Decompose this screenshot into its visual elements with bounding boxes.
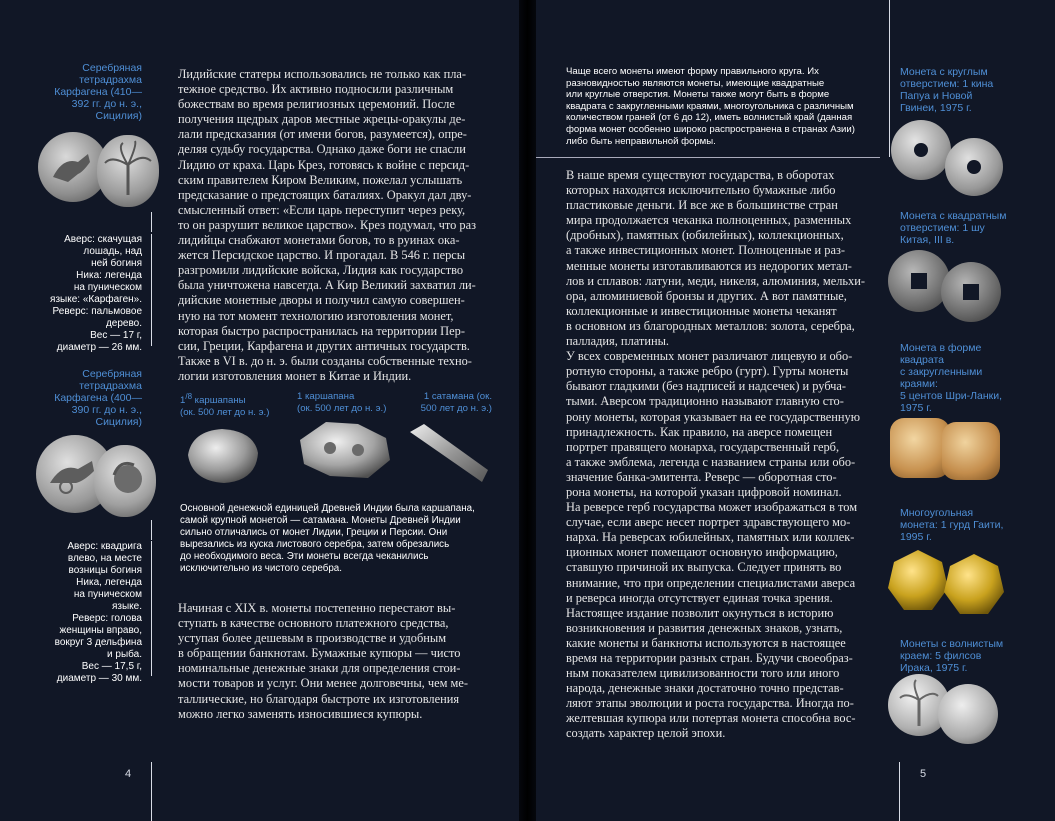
- text-line: Лидию от краха. Царь Крез, готовясь к войне с персид-: [178, 157, 470, 172]
- desc-line: Аверс: скачущая: [64, 234, 142, 245]
- text-line: нарха. На реверсах юбилейных, памятных или коллек-: [566, 530, 855, 545]
- text-line: ным показателем цивилизованности того или иного: [566, 666, 840, 681]
- text-line: можно легко заменять износившиеся купюры.: [178, 706, 423, 721]
- text-line: разгромили лидийские войска, Лидия как государство: [178, 263, 464, 278]
- caption-line: вырезались из куска листового серебра, затем обрезались: [180, 539, 450, 550]
- text-line: Настоящее издание позволит окунуться в историю: [566, 605, 834, 620]
- caption-line: Сицилия): [95, 416, 142, 428]
- text-line: ора, алюминиевой бронзы и других. А вот памятные,: [566, 288, 847, 303]
- caption-line: Папуа и Новой: [900, 90, 973, 102]
- text-line: и реверса иногда отсутствует единая точка зрения.: [566, 590, 833, 605]
- caption-line: 1995 г.: [900, 531, 932, 543]
- page-number: 5: [920, 768, 927, 780]
- desc-line: Вес — 17,5 г,: [81, 661, 142, 672]
- page-number: 4: [125, 768, 132, 780]
- caption-line: квадрата: [900, 354, 944, 366]
- text-line: время на территории разных стран. Будучи своеобраз-: [566, 651, 853, 665]
- desc-line: Ника: легенда: [76, 270, 142, 281]
- caption-line: тетрадрахма: [79, 380, 142, 392]
- india-coin-title: $1^{/8}$ каршапаны: [180, 392, 246, 407]
- text-line: бывают гладкими (без надписей и надсечек) и рубча-: [566, 379, 847, 394]
- heptagon-coins-icon: [886, 548, 1006, 618]
- sidebar-caption-wavy: [900, 638, 1030, 674]
- karshapana-fraction-coin-icon: [182, 425, 262, 487]
- text-line: номинальные денежные знаки для определения стои-: [178, 661, 461, 676]
- text-line: ляют этапы эволюции и роста государства. Иногда по-: [566, 696, 854, 711]
- book-gutter: [519, 0, 536, 821]
- caption-line: форма монет особенно широко распространена в странах Азии): [566, 123, 855, 135]
- caption-line: самой крупной монетой — сатамана. Монеты Древней Индии: [180, 515, 461, 526]
- india-coin-sub: 500 лет до н. э.): [420, 403, 492, 414]
- text-line: возникновения и развития денежных знаков, узнать,: [566, 620, 843, 635]
- main-text-lydia: [178, 67, 490, 384]
- india-coin-sub: (ок. 500 лет до н. э.): [297, 403, 387, 414]
- caption-line: Ирака, 1975 г.: [900, 662, 968, 674]
- text-line: лов и сплавов: латуни, меди, никеля, алюминия, мельхи-: [566, 273, 865, 288]
- caption-line: Монета в форме: [900, 342, 982, 354]
- desc-line: ней богиня: [91, 258, 142, 269]
- text-line: то он разрушит великое царство». Крез подумал, что раз: [178, 217, 477, 232]
- text-line: коллекционные и инвестиционные монеты чеканят: [566, 303, 837, 318]
- caption-line: Карфагена (400—: [54, 392, 142, 404]
- text-line: тежное средство. Их активно подносили различным: [178, 82, 454, 97]
- caption-line: Чаще всего монеты имеют форму правильного круга. Их: [566, 66, 819, 77]
- desc-line: на пуническом: [73, 589, 142, 600]
- text-line: лали предсказания (от имени богов, разумеется), опре-: [178, 127, 467, 142]
- caption-line: Серебряная: [82, 368, 142, 380]
- caption-line: Серебряная: [82, 62, 142, 74]
- coin-shapes-intro: [566, 66, 886, 147]
- caption-line: Монеты с волнистым: [900, 638, 1004, 650]
- text-line: Начиная с XIX в. монеты постепенно перестают вы-: [178, 601, 456, 615]
- caption-line: тетрадрахма: [79, 74, 142, 86]
- caption-line: исключительно из чистого серебра.: [180, 563, 342, 574]
- text-line: создать характер целой эпохи.: [566, 726, 726, 741]
- caption-line: краем: 5 филсов: [900, 650, 982, 662]
- sidebar-caption-holed-square: [900, 210, 1030, 246]
- woman-head-icon: [94, 445, 156, 517]
- desc-line: вокруг 3 дельфина: [54, 637, 142, 648]
- text-line: случае, если аверс несет портрет здравствующего мо-: [566, 515, 851, 530]
- caption-line: с закругленными: [900, 366, 983, 378]
- satamana-coin-icon: [406, 420, 492, 486]
- caption-line: 390 гг. до н. э.,: [71, 404, 142, 416]
- desc-line: языке: «Карфаген».: [50, 294, 142, 305]
- caption-line: Основной денежной единицей Древней Индии была каршапана,: [180, 503, 475, 514]
- desc-line: Ника, легенда: [76, 577, 142, 588]
- coin2-caption: [50, 368, 142, 428]
- india-coin-title: 1 сатамана (ок.: [423, 391, 492, 402]
- desc-line: на пуническом: [73, 282, 142, 293]
- text-line: какие монеты и банкноты используются в настоящее: [566, 635, 846, 650]
- text-line: уступая более дешевым в производстве и удобным: [178, 631, 447, 646]
- desc-line: Реверс: пальмовое: [52, 306, 142, 317]
- text-line: смысленный ответ: «Если царь переступит через реку,: [178, 202, 466, 217]
- text-line: предсказание о предстоящих баталиях. Оракул дал дву-: [178, 187, 472, 202]
- caption-line: Карфагена (410—: [54, 86, 142, 98]
- text-line: жется Персидское царство. И прогадал. В 546 г. персы: [178, 248, 466, 263]
- desc-line: возницы богиня: [68, 565, 142, 576]
- text-line: а также инвестиционных монет. Полноценные и раз-: [566, 243, 846, 258]
- text-line: ступать в качестве основного платежного средства,: [178, 616, 449, 631]
- text-line: Также в VI в. до н. э. были созданы собственные техно-: [178, 353, 472, 368]
- caption-line: до необходимого веса. Эти монеты всегда чеканились: [180, 551, 429, 562]
- text-line: деляя судьбу государства. Однако даже боги не спасли: [178, 142, 466, 157]
- text-line: в основном из благородных металлов: золота, серебра,: [566, 318, 855, 333]
- caption-line: 392 гг. до н. э.,: [71, 98, 142, 110]
- desc-line: и рыба.: [107, 649, 142, 660]
- desc-line: Реверс: голова: [72, 613, 142, 624]
- caption-line: отверстием: 1 кина: [900, 78, 994, 90]
- text-line: получения щедрых даров местные жрецы-оракулы де-: [178, 112, 466, 127]
- text-line: внимание, что при определении специалистами аверса: [566, 575, 856, 590]
- text-line: которая быстро распространилась на территории Пер-: [178, 323, 465, 338]
- sidebar-caption-rounded-square: [900, 342, 1030, 414]
- caption-line: Китая, III в.: [900, 234, 955, 246]
- text-line: логии изготовления монет в Китае и Индии.: [178, 368, 412, 383]
- text-line: божествам во время религиозных церемоний. После: [178, 97, 455, 112]
- text-line: желтевшая купюра или потертая монета способна вос-: [566, 711, 856, 726]
- text-line: В наше время существуют государства, в оборотах: [566, 168, 835, 182]
- text-line: (дробных), памятных (юбилейных), коллекционных,: [566, 228, 844, 243]
- sidebar-caption-holed-round: [900, 66, 1030, 114]
- caption-line: Монета с квадратным: [900, 210, 1007, 222]
- text-line: пластиковые деньги. И все же в большинстве стран: [566, 198, 838, 213]
- desc-line: языке.: [111, 601, 142, 612]
- caption-line: квадрата с закругленными краями, многоугольника с различным: [566, 100, 854, 112]
- caption-line: разновидностью являются монеты, имеющие квадратные: [566, 77, 825, 89]
- caption-line: количеством граней (от 6 до 12), иметь волнистый край (данная: [566, 112, 853, 124]
- caption-line: монета: 1 гурд Гаити,: [900, 519, 1004, 531]
- caption-line: Сицилия): [95, 110, 142, 122]
- india-coins-caption: [180, 503, 500, 575]
- text-line: ную на тот момент технологию изготовления монет,: [178, 308, 454, 323]
- text-line: У всех современных монет различают лицевую и обо-: [566, 349, 853, 364]
- text-line: На реверсе герб государства может изображаться в том: [566, 500, 858, 515]
- caption-line: 1975 г.: [900, 402, 932, 414]
- india-coin-label-3: [400, 391, 492, 415]
- right-page: [536, 0, 1055, 821]
- india-coin-title: 1 каршапана: [297, 391, 355, 402]
- desc-line: диаметр — 30 мм.: [56, 673, 142, 684]
- text-line: значение банка-эмитента. Реверс — оборотная сто-: [566, 469, 837, 484]
- desc-line: лошадь, над: [83, 246, 142, 257]
- text-line: сии, Греции, Карфагена и других античных государств.: [178, 338, 470, 353]
- text-line: ставшую причиной их выпуска. Следует принять во: [566, 560, 842, 575]
- text-line: а также эмблема, легенда с названием страны или обо-: [566, 454, 856, 469]
- coin1-description: [44, 234, 142, 354]
- text-line: рона монеты, на которой указан цифровой номинал.: [566, 484, 842, 499]
- text-line: таллические, но благодаря быстроте их изготовления: [178, 691, 460, 706]
- caption-line: Монета с круглым: [900, 66, 988, 78]
- section-divider: [536, 157, 880, 158]
- text-line: народа, денежные знаки достаточно точно представ-: [566, 681, 844, 696]
- main-text-banknotes: [178, 601, 490, 722]
- text-line: Лидийские статеры использовались не только как пла-: [178, 67, 467, 81]
- coin2-description: [44, 541, 142, 685]
- text-line: принадлежность. Как правило, на аверсе помещен: [566, 424, 833, 439]
- india-coin-label-1: [180, 391, 290, 419]
- text-line: палладия, платины.: [566, 334, 670, 349]
- text-line: в обращении банкнотам. Бумажные купюры — чисто: [178, 646, 461, 661]
- desc-line: диаметр — 26 мм.: [56, 342, 142, 353]
- text-line: портрет правящего монарха, государственный герб,: [566, 439, 840, 454]
- text-line: которых находятся исключительно бумажные либо: [566, 183, 836, 198]
- desc-line: дерево.: [105, 318, 142, 329]
- karshapana-coin-icon: [296, 418, 396, 482]
- text-line: лидийцы снабжают монетами богов, то в руинах ока-: [178, 233, 460, 248]
- desc-line: Вес — 17 г,: [90, 330, 142, 341]
- text-line: тыми. Аверсом традиционно называют главную сто-: [566, 394, 844, 409]
- text-line: дийские монетные дворы и получил самую совершен-: [178, 293, 465, 308]
- india-coin-label-2: [297, 391, 407, 415]
- caption-line: Гвинеи, 1975 г.: [900, 102, 972, 114]
- text-line: рону монеты, которая указывает на ее государственную: [566, 409, 860, 424]
- text-line: ционных монет помещают основную информацию,: [566, 545, 838, 560]
- sidebar-caption-polygonal: [900, 507, 1030, 543]
- caption-line: отверстием: 1 шу: [900, 222, 985, 234]
- desc-line: женщины вправо,: [59, 625, 142, 636]
- text-line: менные монеты изготавливаются из недорогих метал-: [566, 258, 852, 273]
- text-line: ротную стороны, а также ребро (гурт). Гурты монеты: [566, 364, 849, 379]
- left-page: [0, 0, 519, 821]
- caption-line: сильно отличались от монет Лидии, Греции и Персии. Они: [180, 527, 448, 538]
- palm-tree-icon: [97, 135, 159, 207]
- caption-line: либо быть неправильной формы.: [566, 135, 716, 147]
- main-text-modern-coins: [566, 168, 876, 742]
- text-line: ским правителем Киром Великим, пожелал услышать: [178, 172, 463, 187]
- caption-line: краями:: [900, 378, 938, 390]
- india-coin-sub: (ок. 500 лет до н. э.): [180, 407, 270, 419]
- coin1-caption: [50, 62, 142, 122]
- caption-line: или круглые отверстия. Монеты также могут быть в форме: [566, 89, 830, 101]
- text-line: была уничтожена навсегда. А Кир Великий захватил ли-: [178, 278, 476, 293]
- text-line: мости товаров и услуг. Они менее долговечны, чем ме-: [178, 676, 468, 691]
- desc-line: влево, на месте: [67, 553, 142, 564]
- desc-line: Аверс: квадрига: [67, 541, 142, 552]
- caption-line: 5 центов Шри-Ланки,: [900, 390, 1003, 402]
- text-line: мира продолжается чеканка полноценных, разменных: [566, 213, 852, 228]
- caption-line: Многоугольная: [900, 507, 974, 519]
